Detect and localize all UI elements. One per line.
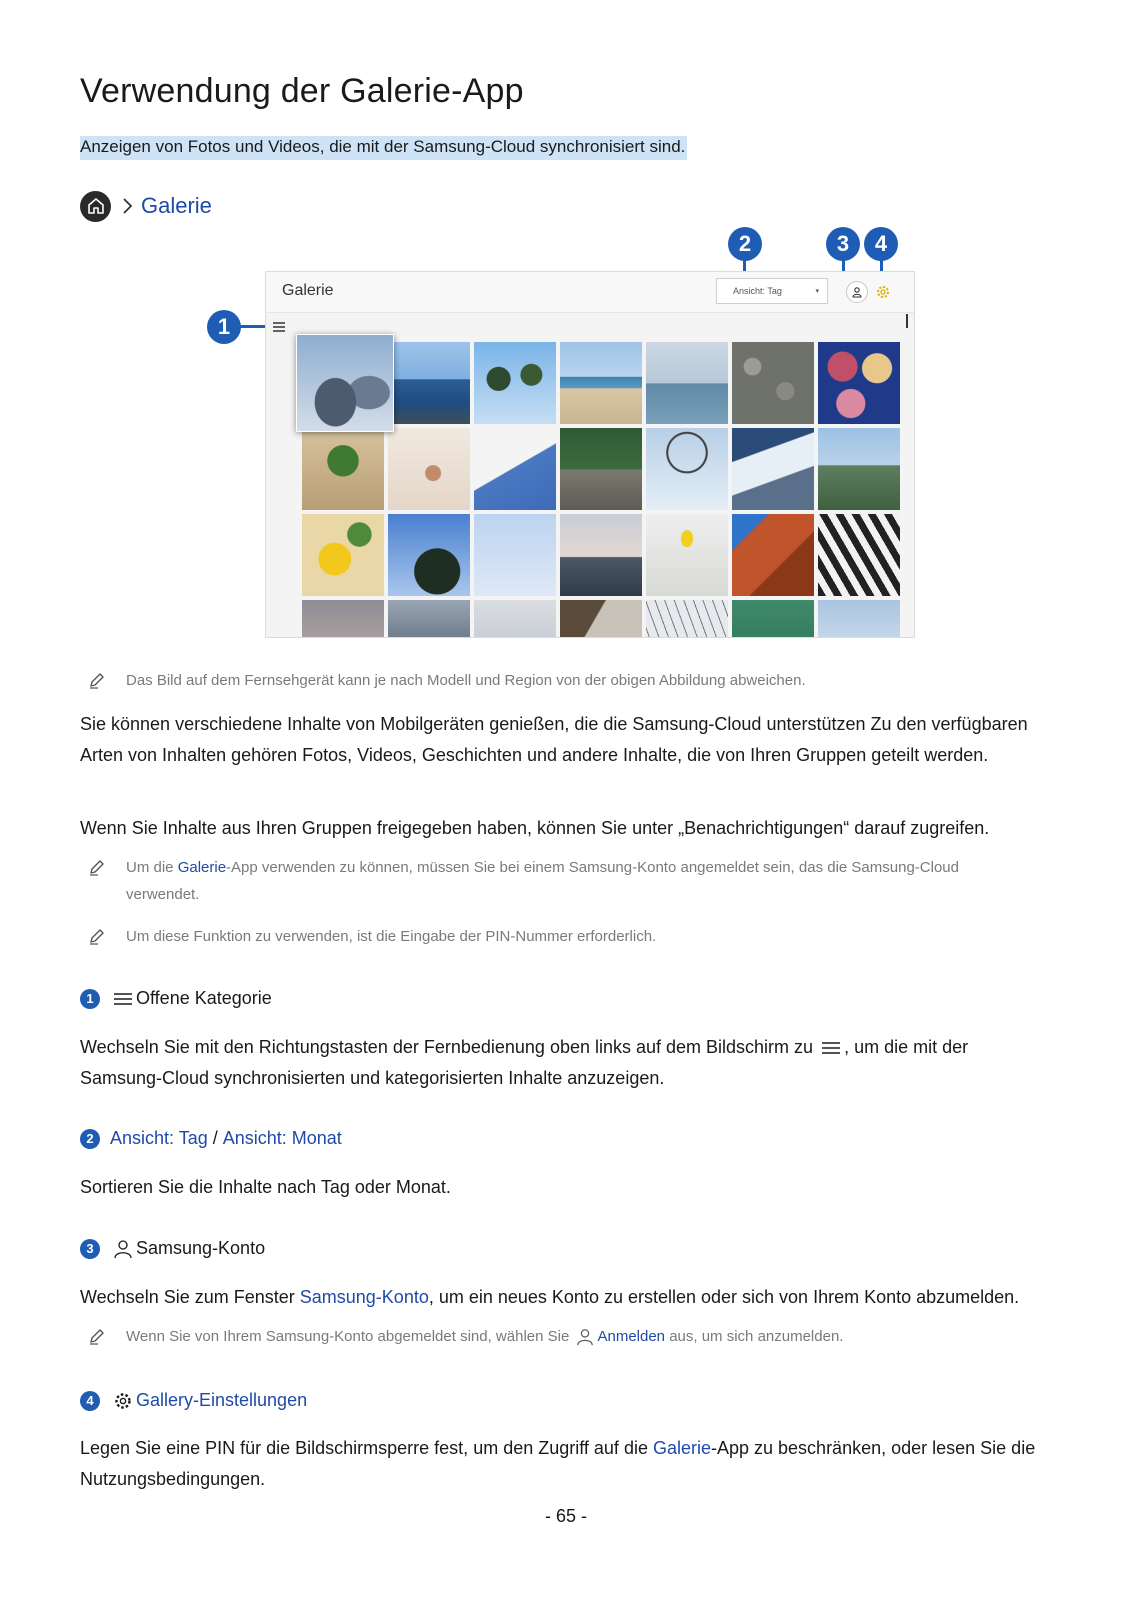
photo-bare-branches[interactable] (560, 600, 642, 638)
photo-beach-shore[interactable] (560, 342, 642, 424)
title-separator: / (207, 1128, 223, 1148)
view-select-label: Ansicht: Tag (733, 286, 782, 296)
intro-paragraph-2: Wenn Sie Inhalte aus Ihren Gruppen freigegeben haben, können Sie unter „Benachrichtigungen“ darauf zugreifen. (80, 818, 990, 838)
section-4-heading (80, 1390, 307, 1411)
photo-sea-horizon[interactable] (388, 342, 470, 424)
ansicht-tag-link[interactable]: Ansicht: Tag (110, 1128, 208, 1148)
breadcrumb-galerie: Galerie (141, 193, 212, 218)
section-number: 1 (80, 989, 100, 1009)
photo-umbrella-sky[interactable] (474, 428, 556, 510)
note-text: Um die Galerie-App verwenden zu können, müssen Sie bei einem Samsung-Konto angemeldet sein, das die Samsung-Cloud verwendet. (126, 859, 959, 903)
settings-button[interactable] (872, 281, 894, 303)
photo-rock-forest[interactable] (560, 428, 642, 510)
gallery-header (266, 272, 914, 313)
photo-tree-silhouette[interactable] (388, 514, 470, 596)
pencil-icon (88, 667, 126, 698)
samsung-konto-link[interactable]: Samsung-Konto (299, 1287, 429, 1307)
galerie-link[interactable]: Galerie (652, 1438, 711, 1458)
callout-2: 2 (728, 227, 762, 261)
note-sign-in (88, 1323, 1006, 1354)
photo-pier-sea[interactable] (646, 342, 728, 424)
ansicht-monat-link[interactable]: Ansicht: Monat (222, 1128, 342, 1148)
section-4-body: Legen Sie eine PIN für die Bildschirmsperre fest, um den Zugriff auf die Galerie-App zu beschränken, oder lesen Sie die Nutzungsbedingungen. (80, 1438, 1036, 1489)
photo-striped-umbrella[interactable] (818, 514, 900, 596)
page-subtitle: Anzeigen von Fotos und Videos, die mit der Samsung-Cloud synchronisiert sind. (80, 136, 687, 160)
gallery-app-title: Galerie (282, 282, 334, 299)
section-number: 3 (80, 1239, 100, 1259)
section-1-body: Wechseln Sie mit den Richtungstasten der Fernbedienung oben links auf dem Bildschirm zu , um die mit der Samsung-Cloud synchronisierten und kategorisierten Inhalte anzuzeigen. (80, 1037, 969, 1088)
callout-4: 4 (864, 227, 898, 261)
section-2-body: Sortieren Sie die Inhalte nach Tag oder Monat. (80, 1177, 451, 1197)
pencil-icon (88, 923, 126, 954)
photo-mountains-clouds[interactable] (732, 428, 814, 510)
photo-macarons[interactable] (818, 342, 900, 424)
note-text: Um diese Funktion zu verwenden, ist die Eingabe der PIN-Nummer erforderlich. (126, 928, 657, 945)
gear-icon (113, 1391, 133, 1411)
gear-icon (875, 284, 891, 300)
section-1-heading (80, 988, 272, 1009)
caret-down-icon: ▾ (815, 288, 819, 295)
scrollbar-marker[interactable] (906, 314, 908, 328)
photo-pale-sky[interactable] (474, 514, 556, 596)
photo-swan-lake[interactable] (474, 600, 556, 638)
photo-green-field[interactable] (732, 600, 814, 638)
photo-branches-sky[interactable] (646, 600, 728, 638)
person-icon (576, 1328, 594, 1346)
chevron-right-icon (121, 197, 133, 215)
anmelden-link[interactable]: Anmelden (597, 1328, 666, 1345)
pencil-icon (88, 854, 126, 908)
section-title: Samsung-Konto (136, 1238, 266, 1258)
hamburger-icon (113, 991, 133, 1007)
photo-palm-trees[interactable] (474, 342, 556, 424)
home-icon (80, 191, 111, 222)
photo-tulip-vase[interactable] (646, 514, 728, 596)
section-3-body: Wechseln Sie zum Fenster Samsung-Konto, um ein neues Konto zu erstellen oder sich von Ihrem Konto abzumelden. (80, 1287, 1020, 1307)
callout-3: 3 (826, 227, 860, 261)
breadcrumb (80, 190, 212, 222)
hamburger-icon (821, 1040, 841, 1056)
photo-island-horizon[interactable] (560, 514, 642, 596)
person-icon (113, 1239, 133, 1259)
photo-egg-breakfast[interactable] (302, 514, 384, 596)
note-text: Wenn Sie von Ihrem Samsung-Konto abgemeldet sind, wählen Sie Anmelden aus, um sich anzumelden. (126, 1328, 844, 1345)
photo-ferris-wheel[interactable] (646, 428, 728, 510)
photo-red-rock-canyon[interactable] (732, 514, 814, 596)
gallery-einstellungen-link[interactable]: Gallery-Einstellungen (136, 1390, 308, 1410)
photo-blue-mountains[interactable] (818, 600, 900, 638)
photo-featured-selected[interactable] (296, 334, 394, 432)
account-button[interactable] (846, 281, 868, 303)
section-3-heading (80, 1238, 265, 1259)
section-title: Offene Kategorie (136, 988, 272, 1008)
section-number: 2 (80, 1129, 100, 1149)
category-menu-button[interactable] (271, 319, 287, 335)
section-2-heading (80, 1128, 342, 1149)
page-title: Verwendung der Galerie-App (80, 72, 524, 110)
person-icon (851, 286, 863, 298)
view-select[interactable] (716, 278, 828, 304)
section-number: 4 (80, 1391, 100, 1411)
note-pin-required (88, 923, 1006, 954)
galerie-link[interactable]: Galerie (177, 859, 227, 876)
photo-potted-plant[interactable] (302, 428, 384, 510)
pencil-icon (88, 1323, 126, 1354)
note-image-difference (88, 667, 1006, 698)
photo-dessert-cup[interactable] (388, 428, 470, 510)
note-text: Das Bild auf dem Fernsehgerät kann je nach Modell und Region von der obigen Abbildung abweichen. (126, 672, 806, 689)
photo-pebbles[interactable] (732, 342, 814, 424)
page-number: - 65 - (544, 1506, 587, 1526)
gallery-screenshot (265, 271, 915, 638)
hamburger-icon (272, 321, 286, 333)
note-account-required (88, 854, 1006, 908)
photo-green-valley[interactable] (818, 428, 900, 510)
intro-paragraph-1: Sie können verschiedene Inhalte von Mobilgeräten genießen, die die Samsung-Cloud unterstützen Zu den verfügbaren Arten von Inhalten gehören Fotos, Videos, Geschichten und andere Inhalte, die von Ihren Gruppen geteilt werden. (80, 714, 1028, 765)
callout-1: 1 (207, 310, 241, 344)
photo-dark-water[interactable] (388, 600, 470, 638)
photo-sunset-sky[interactable] (302, 600, 384, 638)
